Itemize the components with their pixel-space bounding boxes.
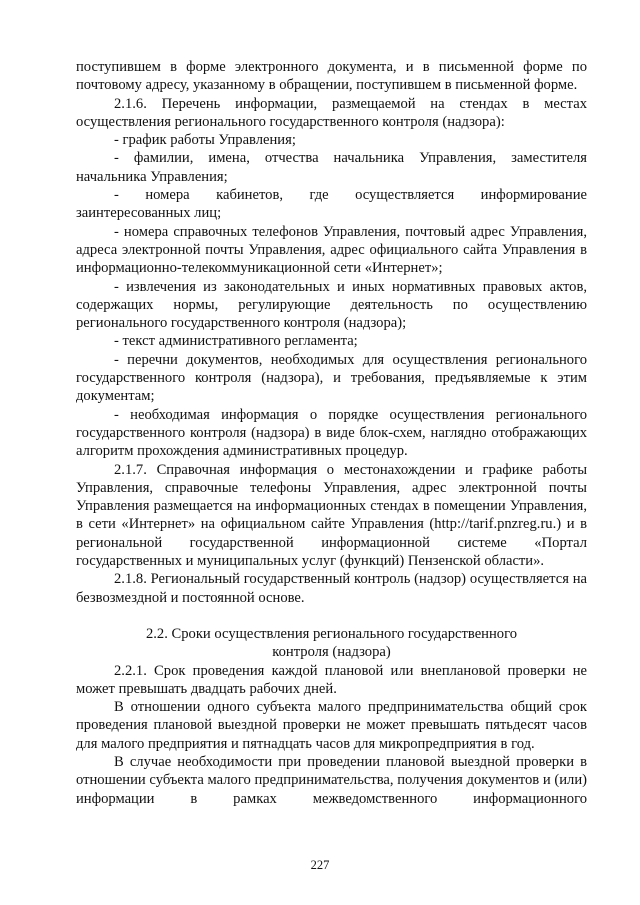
section-spacer [76, 607, 587, 625]
paragraph-2-1-7: 2.1.7. Справочная информация о местонахождении и графике работы Управления, справочные телефоны Управления, адрес электронной почты Управления размещается на информационных стендах в помещении Управления, в сети «Интернет» на официальном сайте Управления (http://tarif.pnzreg.ru.) и в региональной государственной информационной системе «Портал государственных и муниципальных услуг (функций) Пензенской области». [76, 461, 587, 570]
document-body [76, 58, 587, 808]
list-item-contacts: - номера справочных телефонов Управления, почтовый адрес Управления, адреса электронной почты Управления, адрес официального сайта Управления в информационно-телекоммуникационной сети «Интернет»; [76, 223, 587, 277]
paragraph-continuation: поступившем в форме электронного документа, и в письменной форме по почтовому адресу, указанному в обращении, поступившем в письменной форме. [76, 59, 587, 94]
list-item-regulation-text: - текст административного регламента; [114, 333, 358, 350]
paragraph-small-business-term: В отношении одного субъекта малого предпринимательства общий срок проведения плановой выездной проверки не может превышать пятьдесят часов для малого предприятия и пятнадцать часов для микропредприятия в год. [76, 699, 587, 752]
list-item-document-lists: - перечни документов, необходимых для осуществления регионального государственного контроля (надзора), и требования, предъявляемые к этим документам; [76, 351, 587, 405]
paragraph-2-2-1: 2.2.1. Срок проведения каждой плановой или внеплановой проверки не может превышать двадцать рабочих дней. [76, 662, 587, 697]
paragraph-interagency-request: В случае необходимости при проведении плановой выездной проверки в отношении субъекта малого предпринимательства, получения документов и (или) информации в рамках межведомственного информационного [76, 753, 587, 807]
paragraph-2-1-6: 2.1.6. Перечень информации, размещаемой на стендах в местах осуществления регионального государственного контроля (надзора): [76, 95, 587, 130]
paragraph-2-1-8: 2.1.8. Региональный государственный контроль (надзор) осуществляется на безвозмездной и постоянной основе. [76, 571, 587, 606]
list-item-schedule: - график работы Управления; [114, 132, 296, 149]
section-heading-line-1: 2.2. Сроки осуществления регионального государственного [145, 625, 518, 642]
list-item-flowcharts: - необходимая информация о порядке осуществления регионального государственного контроля (надзора) в виде блок-схем, наглядно отображающих алгоритм прохождения административных процедур. [76, 406, 587, 460]
list-item-names: - фамилии, имена, отчества начальника Управления, заместителя начальника Управления; [76, 150, 587, 185]
section-heading-line-2: контроля (надзора) [272, 644, 391, 661]
list-item-legal-extracts: - извлечения из законодательных и иных нормативных правовых актов, содержащих нормы, регулирующие деятельность по осуществлению регионального государственного контроля (надзора); [76, 278, 587, 332]
list-item-offices: - номера кабинетов, где осуществляется информирование заинтересованных лиц; [76, 187, 587, 222]
page-number: 227 [310, 858, 330, 872]
